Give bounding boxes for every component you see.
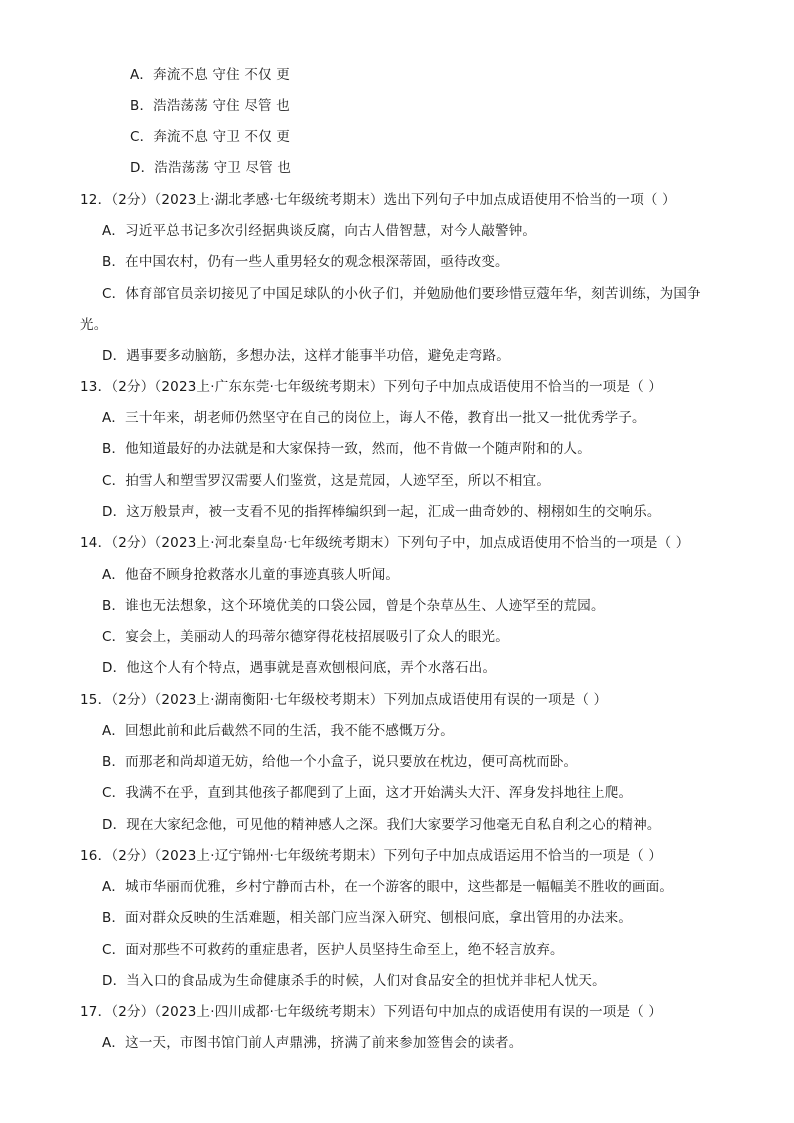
question-14-stem: 14．（2分）（2023上·河北秦皇岛·七年级统考期末）下列句子中，加点成语使用不恰当的一项是（ ） bbox=[80, 535, 690, 551]
option-a: A．奔流不息 守住 不仅 更 bbox=[130, 67, 290, 83]
question-15-stem: 15．（2分）（2023上·湖南衡阳·七年级校考期末）下列加点成语使用有误的一项是（ ） bbox=[80, 692, 608, 708]
question-14-option-c: C．宴会上，美丽动人的玛蒂尔德穿得花枝招展吸引了众人的眼光。 bbox=[102, 629, 509, 645]
question-16-option-a: A．城市华丽而优雅，乡村宁静而古朴，在一个游客的眼中，这些都是一幅幅美不胜收的画面。 bbox=[102, 879, 674, 895]
question-13-stem: 13．（2分）（2023上·广东东莞·七年级统考期末）下列句子中加点成语使用不恰当的一项是（ ） bbox=[80, 379, 663, 395]
question-12-option-a: A．习近平总书记多次引经据典谈反腐，向古人借智慧，对今人敲警钟。 bbox=[102, 223, 537, 239]
question-16-option-c: C．面对那些不可救药的重症患者，医护人员坚持生命至上，绝不轻言放弃。 bbox=[102, 942, 564, 958]
question-13-option-d: D．这万般景声，被一支看不见的指挥棒编织到一起，汇成一曲奇妙的、栩栩如生的交响乐。 bbox=[102, 504, 661, 520]
question-14-option-b: B．谁也无法想象，这个环境优美的口袋公园，曾是个杂草丛生、人迹罕至的荒园。 bbox=[102, 598, 605, 614]
question-15-option-d: D．现在大家纪念他，可见他的精神感人之深。我们大家要学习他毫无自私自利之心的精神。 bbox=[102, 817, 661, 833]
question-13-option-b: B．他知道最好的办法就是和大家保持一致，然而，他不肯做一个随声附和的人。 bbox=[102, 441, 591, 457]
question-12-option-b: B．在中国农村，仍有一些人重男轻女的观念根深蒂固，亟待改变。 bbox=[102, 254, 509, 270]
question-16-option-d: D．当入口的食品成为生命健康杀手的时候，人们对食品安全的担忧并非杞人忧天。 bbox=[102, 973, 606, 989]
question-16-stem: 16．（2分）（2023上·辽宁锦州·七年级统考期末）下列句子中加点成语运用不恰当的一项是（ ） bbox=[80, 848, 663, 864]
question-12-stem: 12．（2分）（2023上·湖北孝感·七年级统考期末）选出下列句子中加点成语使用不恰当的一项（ ） bbox=[80, 192, 676, 208]
option-b: B．浩浩荡荡 守住 尽管 也 bbox=[130, 98, 290, 114]
question-17-stem: 17．（2分）（2023上·四川成都·七年级统考期末）下列语句中加点的成语使用有误的一项是（ ） bbox=[80, 1004, 663, 1020]
question-15-option-a: A．回想此前和此后截然不同的生活，我不能不感慨万分。 bbox=[102, 723, 454, 739]
question-12-option-c-cont: 光。 bbox=[80, 317, 108, 333]
question-14-option-d: D．他这个人有个特点，遇事就是喜欢刨根问底，弄个水落石出。 bbox=[102, 660, 497, 676]
question-13-option-c: C．拍雪人和塑雪罗汉需要人们鉴赏，这是荒园，人迹罕至，所以不相宜。 bbox=[102, 473, 551, 489]
option-c: C．奔流不息 守卫 不仅 更 bbox=[130, 129, 291, 145]
question-15-option-c: C．我满不在乎，直到其他孩子都爬到了上面，这才开始满头大汗、浑身发抖地往上爬。 bbox=[102, 785, 633, 801]
question-13-option-a: A．三十年来，胡老师仍然坚守在自己的岗位上，诲人不倦，教育出一批又一批优秀学子。 bbox=[102, 410, 646, 426]
question-14-option-a: A．他奋不顾身抢救落水儿童的事迹真骇人听闻。 bbox=[102, 567, 400, 583]
question-12-option-c: C．体育部官员亲切接见了中国足球队的小伙子们，并勉励他们要珍惜豆蔻年华，刻苦训练，为国争 bbox=[102, 286, 701, 302]
question-15-option-b: B．而那老和尚却道无妨，给他一个小盒子，说只要放在枕边，便可高枕而卧。 bbox=[102, 754, 578, 770]
option-d: D．浩浩荡荡 守卫 尽管 也 bbox=[130, 160, 292, 176]
question-16-option-b: B．面对群众反映的生活难题，相关部门应当深入研究、刨根问底，拿出管用的办法来。 bbox=[102, 910, 633, 926]
question-17-option-a: A．这一天，市图书馆门前人声鼎沸，挤满了前来参加签售会的读者。 bbox=[102, 1035, 523, 1051]
question-12-option-d: D．遇事要多动脑筋，多想办法，这样才能事半功倍，避免走弯路。 bbox=[102, 348, 510, 364]
